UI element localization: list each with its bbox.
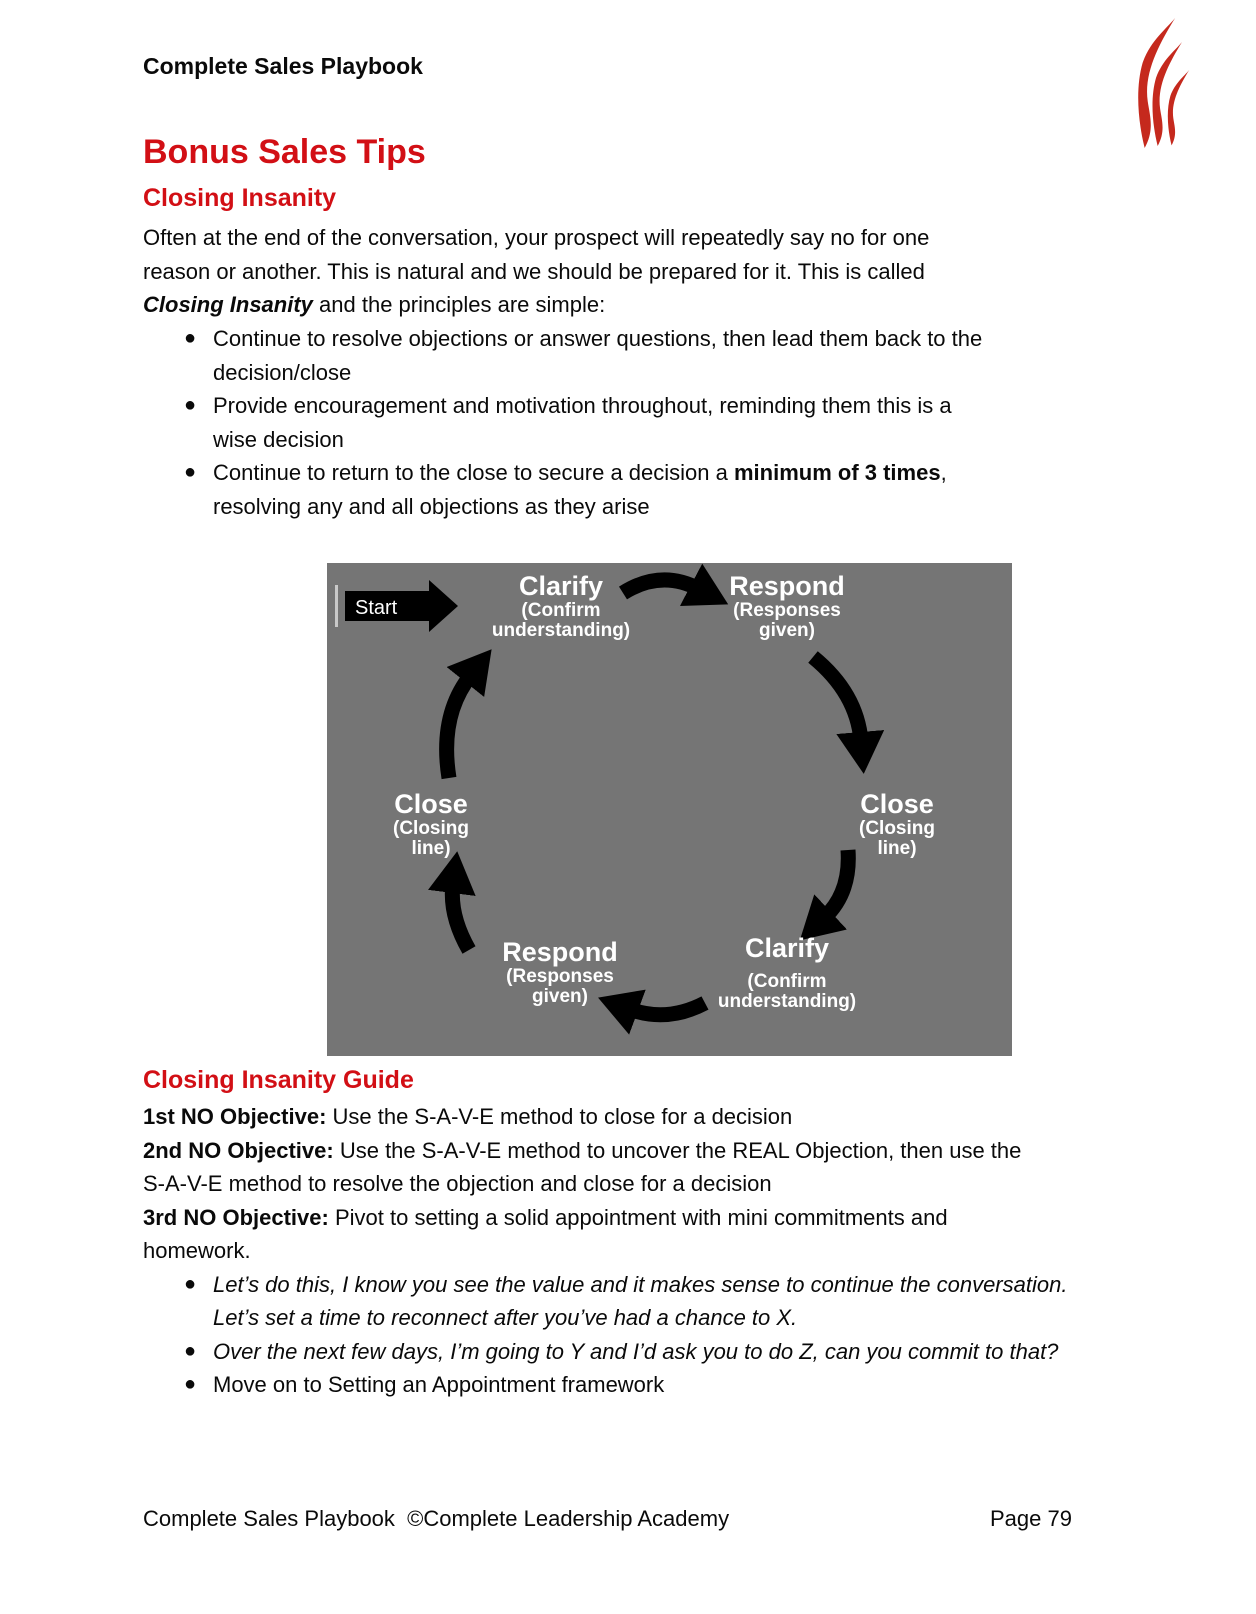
list-item [143,1368,1153,1402]
list-item [143,1335,1153,1369]
arrow-close-to-clarify-top-icon [447,675,471,778]
intro-paragraph [143,221,1143,322]
bullet-icon: ● [184,1339,197,1362]
node-title: Close [394,789,468,819]
node-subtitle: (Confirm [521,600,601,621]
guide-bullet-2-line-1: Over the next few days, I’m going to Y and I’d ask you to do Z, can you commit to that? [213,1338,1059,1364]
node-title: Close [860,789,934,819]
principle-3-line-2: resolving any and all objections as they arise [213,493,650,519]
principle-2-line-2: wise decision [213,426,344,452]
flame-strokes [1138,18,1189,148]
guide-2nd-no-text: Use the S-A-V-E method to uncover the REAL Objection, then use the [333,1137,1022,1163]
guide-line-5: homework. [143,1238,251,1263]
list-item [143,389,1153,456]
start-arrow [335,577,461,637]
node-subtitle: (Closing [859,818,935,839]
node-subtitle: line) [877,838,917,859]
principle-3-bold: minimum of 3 times [733,460,941,485]
bullet-icon: ● [184,1373,197,1395]
intro-line-2: reason or another. This is natural and we should be prepared for it. This is called [143,258,925,284]
guide-3rd-no-label: 3rd NO Objective: [143,1204,329,1230]
guide-1st-no-text: Use the S-A-V-E method to close for a decision [326,1104,793,1129]
intro-line-3 [143,288,1143,322]
section-heading-bonus-sales-tips: Bonus Sales Tips [143,133,426,171]
subheading-closing-insanity-guide: Closing Insanity Guide [143,1066,414,1094]
arrow-respond-to-close-icon [813,657,861,741]
cycle-node-close-left [321,789,541,859]
guide-line-1 [143,1100,1173,1134]
intro-line-3-rest: and the principles are simple: [312,292,606,317]
principle-3-line-1 [213,456,1153,490]
cycle-node-clarify-bottom [677,933,897,1012]
cycle-node-clarify-top [451,571,671,641]
list-item [143,1268,1153,1335]
cycle-node-respond-bottom [450,937,670,1007]
principles-list [143,322,1153,523]
closing-insanity-cycle-diagram [327,563,1012,1056]
guide-3rd-no-text: Pivot to setting a solid appointment with mini commitments and [328,1204,948,1230]
footer-copyright: Complete Sales Playbook ©Complete Leadership Academy [143,1506,730,1531]
principle-2-line-1: Provide encouragement and motivation throughout, reminding them this is a [213,393,952,418]
subheading-closing-insanity: Closing Insanity [143,184,337,212]
node-title: Respond [729,571,845,601]
principle-3-post: , [940,460,947,485]
node-title: Clarify [518,571,604,601]
list-item [143,322,1153,389]
principle-1-line-2: decision/close [213,359,352,385]
node-subtitle: (Responses [733,600,841,621]
guide-bullet-3-line-1: Move on to Setting an Appointment framework [213,1372,665,1397]
guide-line-3: S-A-V-E method to resolve the objection and close for a decision [143,1171,772,1196]
node-subtitle: given) [532,986,588,1007]
arrow-close-to-clarify-icon [824,850,848,918]
start-tick-icon [335,585,338,627]
guide-line-4 [143,1201,1173,1235]
principle-3-pre: Continue to return to the close to secure a decision a [213,460,734,485]
bullet-icon: ● [184,394,197,416]
footer-page-number: Page 79 [990,1506,1072,1531]
node-subtitle: understanding) [717,991,857,1012]
guide-2nd-no-label: 2nd NO Objective: [143,1137,334,1163]
principle-1-line-1: Continue to resolve objections or answer questions, then lead them back to the [213,326,983,351]
cycle-node-respond-top [677,571,897,641]
guide-bullet-list [143,1268,1153,1402]
flame-logo-icon [1138,16,1196,150]
node-subtitle: (Confirm [747,971,827,992]
page-header-title: Complete Sales Playbook [143,53,423,79]
node-subtitle: (Responses [506,966,614,987]
guide-1st-no-label: 1st NO Objective: [143,1104,327,1129]
node-subtitle: line) [411,838,451,859]
guide-section [143,1100,1173,1402]
node-subtitle: (Closing [393,818,469,839]
intro-line-1: Often at the end of the conversation, your prospect will repeatedly say no for one [143,225,930,250]
bullet-icon: ● [184,1272,197,1295]
guide-line-2 [143,1134,1173,1168]
bullet-icon: ● [184,327,197,349]
bullet-icon: ● [184,461,197,483]
closing-insanity-emphasis: Closing Insanity [143,292,313,317]
node-subtitle: given) [759,620,815,641]
node-title: Clarify [744,933,830,963]
node-title: Respond [502,937,618,967]
node-subtitle: understanding) [491,620,631,641]
cycle-node-close-right [787,789,1007,859]
guide-bullet-1-line-2: Let’s set a time to reconnect after you’ve had a chance to X. [213,1305,798,1330]
list-item [143,456,1153,523]
guide-bullet-1-line-1: Let’s do this, I know you see the value and it makes sense to continue the conversation. [213,1271,1068,1297]
start-label: Start [355,597,398,619]
